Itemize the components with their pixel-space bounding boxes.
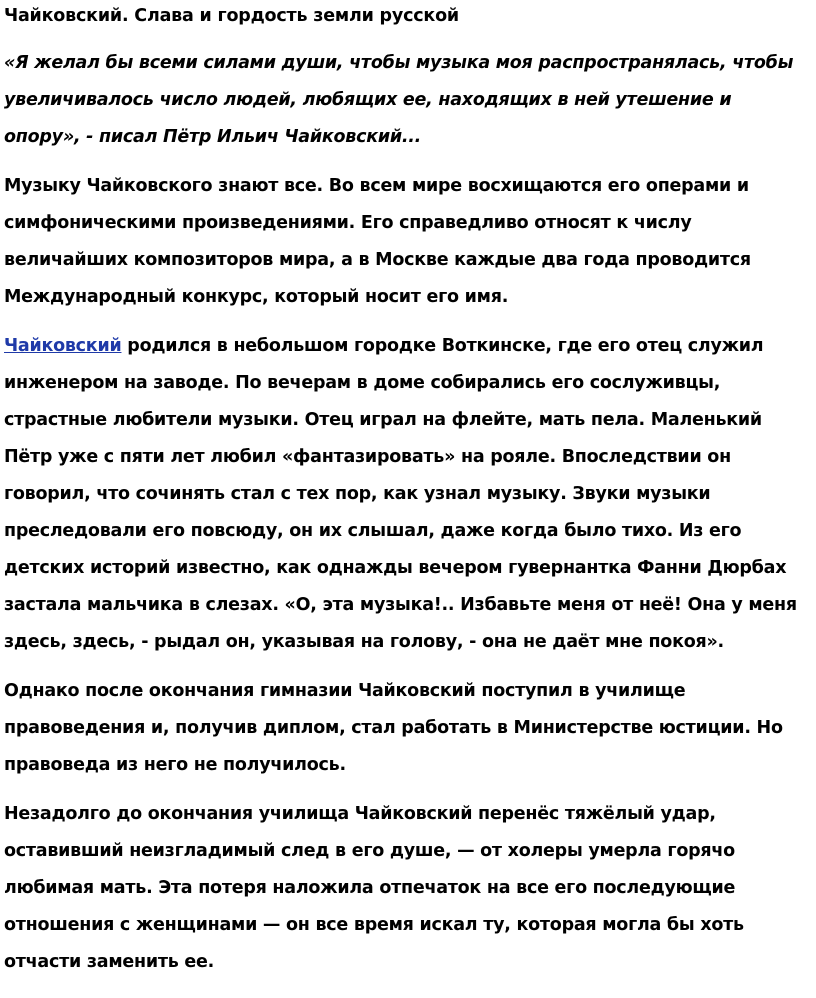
paragraph-childhood-text: родился в небольшом городке Воткинске, где его отец служил инженером на заводе. По вечерам в доме собирались его сослуживцы, страстные любители музыки. Отец играл на флейте, мать пела. Маленький Пётр уже с пяти лет любил «фантазировать» на рояле. Впоследствии он говорил, что сочинять стал с тех пор, как узнал музыку. Звуки музыки преследовали его повсюду, он их слышал, даже когда было тихо. Из его детских историй известно, как однажды вечером гувернантка Фанни Дюрбах застала мальчика в слезах. «О, эта музыка!.. Избавьте меня от неё! Она у меня здесь, здесь, - рыдал он, указывая на голову, - она не даёт мне покоя». — [4, 336, 797, 652]
document-title: Чайковский. Слава и гордость земли русской — [4, 6, 459, 26]
paragraph-law-school: Однако после окончания гимназии Чайковский поступил в училище правоведения и, получив диплом, стал работать в Министерстве юстиции. Но правоведа из него не получилось. — [4, 681, 783, 775]
paragraph-mother: Незадолго до окончания училища Чайковский перенёс тяжёлый удар, оставивший неизгладимый след в его душе, — от холеры умерла горячо любимая мать. Эта потеря наложила отпечаток на все его последующие отношения с женщинами — он все время искал ту, которая могла бы хоть отчасти заменить ее. — [4, 804, 744, 972]
paragraph-fame: Музыку Чайковского знают все. Во всем мире восхищаются его операми и симфоническими произведениями. Его справедливо относят к числу величайших композиторов мира, а в Москве каждые два года проводится Международный конкурс, который носит его имя. — [4, 176, 751, 307]
quote-paragraph: «Я желал бы всеми силами души, чтобы музыка моя распространялась, чтобы увеличивалось число людей, любящих ее, находящих в ней утешение и опору», - писал Пётр Ильич Чайковский... — [4, 53, 794, 147]
paragraph-childhood — [4, 328, 810, 661]
tchaikovsky-link[interactable]: Чайковский — [4, 336, 122, 356]
document-page — [4, 0, 810, 981]
